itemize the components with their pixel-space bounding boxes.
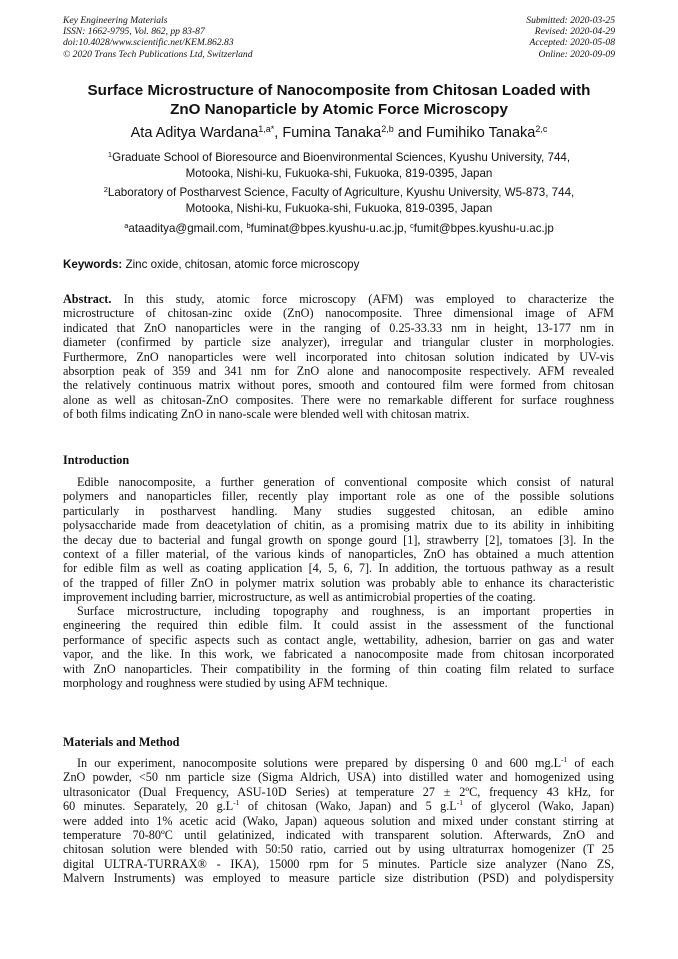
abstract-line: of both films indicating ZnO in nano-scale were blended well with chitosan matrix.	[63, 407, 470, 422]
body-line: Malvern Instruments) was employed to measure particle size distribution (PSD) and polydispersity	[63, 871, 614, 886]
copyright: © 2020 Trans Tech Publications Ltd, Switzerland	[63, 48, 253, 60]
author-emails	[40, 221, 638, 237]
author-superscript: 1,a*	[258, 124, 275, 134]
body-line: Surface microstructure, including topography and roughness, is an important properties in	[77, 604, 614, 618]
body-line: of chitosan (Wako, Japan) and 5 g.L	[239, 799, 457, 814]
affiliation-line: Graduate School of Bioresource and Bioenvironmental Sciences, Kyushu University, 744,	[112, 151, 571, 164]
body-line: of the trapped of filler ZnO in polymer matrix solution was probably able to enhance its characteristic	[63, 575, 614, 590]
keywords-text: Zinc oxide, chitosan, atomic force microscopy	[122, 258, 360, 271]
abstract-line: indicated that ZnO nanoparticles were in the ranging of 0.25-33.33 nm in height, 13-177 nm in	[63, 320, 614, 335]
keywords	[63, 257, 359, 273]
body-line: performance of specific aspects such as contact angle, wettability, adhesion, barrier on gas and water	[63, 632, 614, 647]
body-line: context of a filler material, of the various kinds of nanoparticles, ZnO has obtained a much attention	[63, 546, 614, 561]
author-separator: ,	[274, 125, 283, 141]
body-line: for edible film as well as coating application [4, 5, 6, 7]. In addition, the tortuous pathway as a result	[63, 561, 614, 576]
doi: doi:10.4028/www.scientific.net/KEM.862.83	[63, 37, 234, 49]
body-line: were added into 1% acetic acid (Wako, Japan) aqueous solution and mixed under constant stirring at	[63, 813, 614, 828]
abstract	[63, 292, 614, 422]
body-line: ultrasonicator (Dual Frequency, ASU-10D Series) at temperature 27 ± 2ºC, frequency 43 kHz, for	[63, 784, 614, 799]
abstract-line: diameter (confirmed by particle size analyzer), irregular and triangular cluster in morphologies.	[63, 335, 614, 350]
body-line: chitosan solution were blended with 50:50 ratio, carried out by using ultraturrax homogenizer (T 25	[63, 842, 614, 857]
body-line: In our experiment, nanocomposite solutions were prepared by dispersing 0 and 600 mg.L	[77, 756, 562, 770]
body-line: polymers and nanoparticles filler, recently play important role as one of the possible solutions	[63, 489, 614, 504]
body-line: particularly in postharvest handling. Many studies suggested chitosan, an edible amino	[63, 503, 614, 518]
keywords-label: Keywords:	[63, 258, 123, 271]
abstract-line: microstructure of chitosan-zinc oxide (ZnO) nanocomposite. Three dimensional image of AFM	[63, 306, 614, 321]
affiliation-line: Motooka, Nishi-ku, Fukuoka-shi, Fukuoka, 819-0395, Japan	[185, 167, 493, 180]
abstract-line: absorption peak of 359 and 341 nm for ZnO alone and nanocomposite respectively. AFM revealed	[63, 363, 614, 378]
title-line: ZnO Nanoparticle by Atomic Force Microscopy	[170, 101, 508, 118]
abstract-label: Abstract.	[63, 292, 112, 306]
email-link[interactable]: ataaditya@gmail.com,	[128, 222, 247, 235]
body-line: temperature 70-80ºC until gelatinized, indicated with transparent solution. Afterwards, ZnO and	[63, 827, 614, 842]
unit-superscript: -1	[561, 755, 568, 764]
journal-info	[63, 15, 253, 60]
unit-superscript: -1	[456, 798, 463, 808]
email-superscript: c	[410, 221, 414, 230]
body-line: of glycerol (Wako, Japan)	[463, 799, 614, 814]
submitted-date: Submitted: 2020-03-25	[526, 15, 615, 26]
abstract-line: Furthermore, ZnO nanoparticles were well incorporated into chitosan solution indicated by UV-vis	[63, 349, 614, 364]
body-line: digital ULTRA-TURRAX® - IKA), 15000 rpm for 5 minutes. Particle size analyzer (Nano ZS,	[63, 856, 614, 871]
email-link[interactable]: fuminat@bpes.kyushu-u.ac.jp,	[250, 222, 411, 235]
submission-dates	[526, 15, 615, 60]
title-line: Surface Microstructure of Nanocomposite from Chitosan Loaded with	[87, 82, 591, 99]
author-name: Fumihiko Tanaka	[425, 125, 536, 141]
body-line: the decay due to bacterial and fungal growth on sponge gourd [1], strawberry [2], tomatoes [3]. In the	[63, 532, 614, 547]
body-line: 60 minutes. Separately, 20 g.L	[63, 799, 234, 814]
affiliation-number: 1	[107, 150, 113, 159]
body-line: polysaccharide made from deacetylation of chitin, as a promising matrix due to its ability in inhibiting	[63, 518, 614, 533]
body-line: improvement including barrier, microstructure, as well as antimicrobial properties of the coating.	[63, 590, 536, 605]
author-name: Fumina Tanaka	[282, 125, 382, 141]
methods-heading: Materials and Method	[63, 735, 180, 749]
author-separator: and	[393, 125, 426, 141]
body-line: morphology and roughness were studied by using AFM technique.	[63, 675, 388, 690]
accepted-date: Accepted: 2020-05-08	[529, 37, 615, 49]
revised-date: Revised: 2020-04-29	[534, 26, 615, 38]
body-line: with ZnO nanoparticles. Their compatibility in the forming of thin coating film related to surface	[63, 661, 614, 676]
abstract-line: the relatively continuous matrix without pores, smooth and contoured film were formed from chitosan	[63, 378, 614, 393]
introduction-heading: Introduction	[63, 453, 130, 467]
body-line: vapor, and the like. In this work, we fabricated a nanocomposite made from chitosan incorporated	[63, 647, 614, 662]
unit-superscript: -1	[233, 798, 240, 808]
author-superscript: 2,c	[535, 124, 548, 134]
affiliation-1	[40, 150, 638, 182]
abstract-line: In this study, atomic force microscopy (AFM) was employed to characterize the	[111, 292, 614, 306]
author-superscript: 2,b	[381, 124, 394, 134]
body-line: engineering the required thin edible film. It could assist in the assessment of the functional	[63, 618, 614, 633]
body-line: Edible nanocomposite, a further generation of conventional composite which consist of natural	[77, 475, 614, 489]
journal-name: Key Engineering Materials	[63, 15, 168, 26]
affiliation-number: 2	[103, 185, 108, 194]
abstract-line: alone as well as chitosan-ZnO composites. There were no remarkable different for surface roughness	[63, 392, 614, 407]
body-line: ZnO powder, <50 nm particle size (Sigma Aldrich, USA) into distilled water and homogenized using	[63, 770, 614, 785]
body-line: of each	[567, 756, 614, 770]
affiliation-2	[40, 185, 638, 217]
online-date: Online: 2020-09-09	[538, 48, 615, 60]
affiliation-line: Laboratory of Postharvest Science, Faculty of Agriculture, Kyushu University, W5-873, 744,	[107, 186, 575, 199]
issn-volume: ISSN: 1662-9795, Vol. 862, pp 83-87	[63, 26, 205, 38]
methods-paragraph	[63, 756, 614, 886]
email-superscript: a	[124, 221, 129, 230]
author-name: Ata Aditya Wardana	[130, 125, 259, 141]
email-link[interactable]: fumit@bpes.kyushu-u.ac.jp	[413, 222, 554, 235]
paper-title	[40, 81, 638, 119]
introduction-paragraph-1	[63, 475, 614, 605]
introduction-paragraph-2	[63, 604, 614, 690]
affiliation-line: Motooka, Nishi-ku, Fukuoka-shi, Fukuoka, 819-0395, Japan	[185, 202, 493, 215]
email-superscript: b	[246, 221, 251, 230]
author-list	[40, 124, 638, 142]
